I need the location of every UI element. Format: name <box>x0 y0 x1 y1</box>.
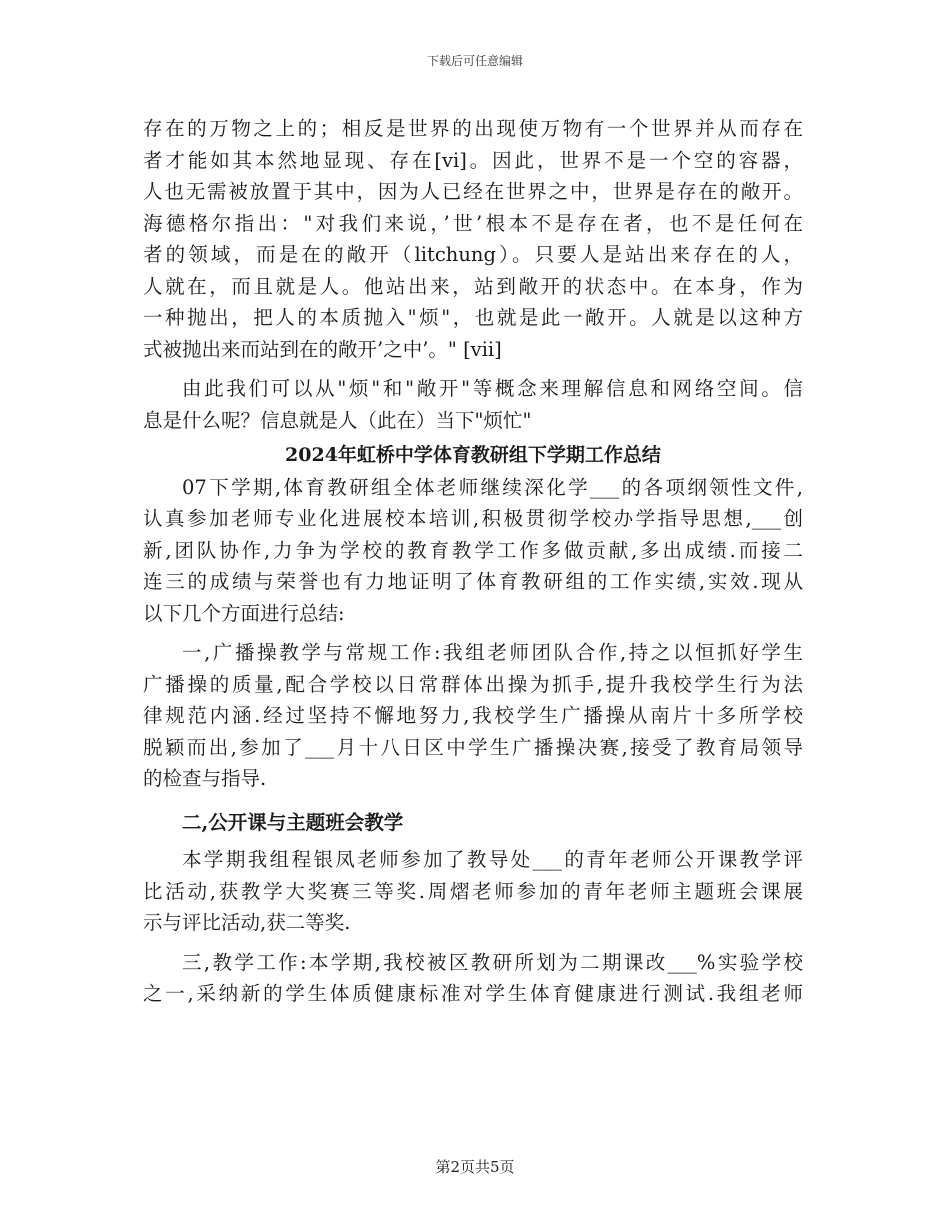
page-header-note: 下载后可任意编辑 <box>426 54 523 68</box>
text-line: 之一,采纳新的学生体质健康标准对学生体育健康进行测试.我组老师 <box>143 982 803 1005</box>
text-line: 律规范内涵.经过坚持不懈地努力,我校学生广播操从南片十多所学校 <box>143 704 803 727</box>
continued-paragraph <box>143 113 803 365</box>
text-line: 本学期我组程银凤老师参加了教导处___的青年老师公开课教学评 <box>182 848 803 871</box>
text-line: 比活动,获教学大奖赛三等奖.周熠老师参加的青年老师主题班会课展 <box>143 879 803 903</box>
text-line: 式被抛出来而站到在的敞开’之中’。" [vii] <box>143 337 502 361</box>
text-line: 三,教学工作:本学期,我校被区教研所划为二期课改___%实验学校 <box>182 950 803 974</box>
text-line: 脱颖而出,参加了___月十八日区中学生广播操决赛,接受了教育局领导 <box>143 735 803 759</box>
section-heading-open-class: 二,公开课与主题班会教学 <box>182 810 404 834</box>
text-line: 人就在，而且就是人。他站出来，站到敞开的状态中。在本身，作为 <box>143 274 803 298</box>
page-content <box>143 113 803 1010</box>
text-line: 存在的万物之上的；相反是世界的出现使万物有一个世界并从而存在 <box>143 117 803 140</box>
text-line: 以下几个方面进行总结: <box>143 601 345 625</box>
document-title: 2024年虹桥中学体育教研组下学期工作总结 <box>285 444 661 466</box>
text-line: 息是什么呢？信息就是人（此在）当下"烦忙" <box>143 408 532 432</box>
text-line: 认真参加老师专业化进展校本培训,积极贯彻学校办学指导思想,___创 <box>143 507 803 530</box>
page-number: 第2页共5页 <box>435 1158 515 1176</box>
text-line: 广播操的质量,配合学校以日常群体出操为抓手,提升我校学生行为法 <box>143 672 803 696</box>
section-broadcast-exercise <box>143 637 803 795</box>
intro-paragraph <box>143 472 803 630</box>
text-line: 人也无需被放置于其中，因为人已经在世界之中，世界是存在的敞开。 <box>143 180 803 203</box>
text-line: 者的领域，而是在的敞开（litchung）。只要人是站出来存在的人， <box>143 243 803 266</box>
information-paragraph <box>143 373 803 436</box>
text-line: 07下学期,体育教研组全体老师继续深化学___的各项纲领性文件, <box>182 475 803 499</box>
text-line: 一种抛出，把人的本质抛入"烦"，也就是此一敞开。人就是以这种方 <box>143 306 803 329</box>
text-line: 示与评比活动,获二等奖. <box>143 911 351 934</box>
text-line: 的检查与指导. <box>143 767 267 790</box>
text-line: 海德格尔指出："对我们来说，’世’根本不是存在者，也不是任何在 <box>143 211 803 235</box>
text-line: 新,团队协作,力争为学校的教育教学工作多做贡献,多出成绩.而接二 <box>143 538 803 562</box>
text-line: 连三的成绩与荣誉也有力地证明了体育教研组的工作实绩,实效.现从 <box>143 570 803 593</box>
section-open-class <box>143 844 803 939</box>
section-teaching-work <box>143 947 803 1010</box>
text-line: 者才能如其本然地显现、存在[vi]。因此，世界不是一个空的容器， <box>143 148 803 172</box>
text-line: 一,广播操教学与常规工作:我组老师团队合作,持之以恒抓好学生 <box>182 641 803 664</box>
text-line: 由此我们可以从"烦"和"敞开"等概念来理解信息和网络空间。信 <box>182 377 803 400</box>
